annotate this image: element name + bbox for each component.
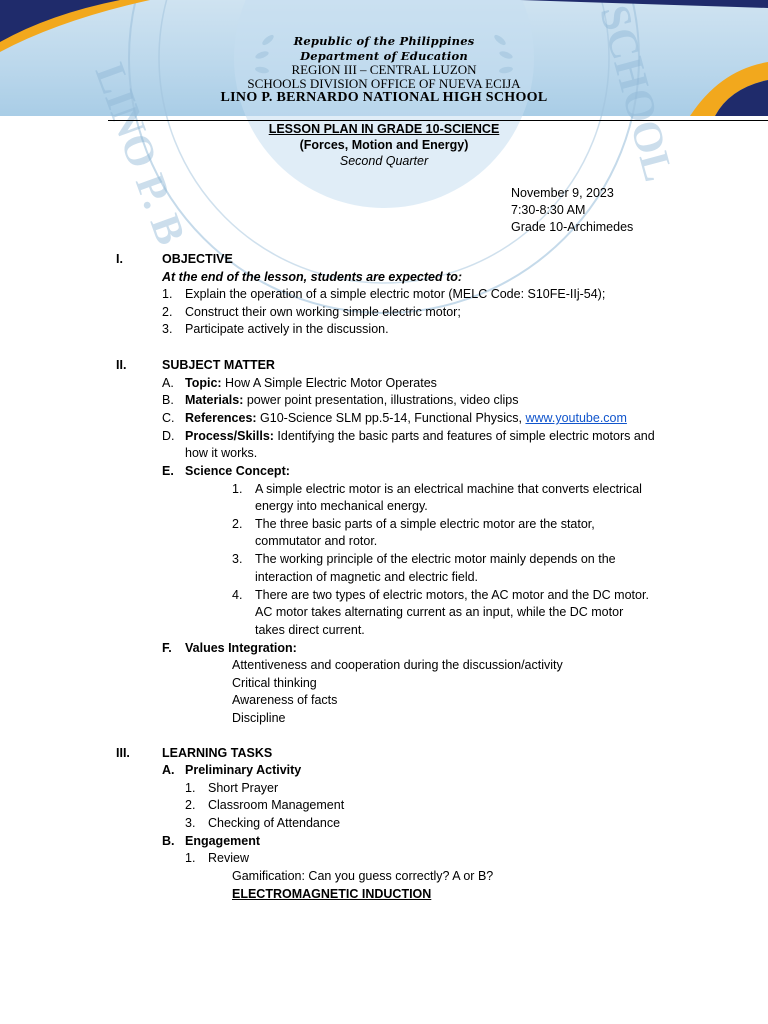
list-letter: A. [162,763,175,777]
section-heading-objective: OBJECTIVE [162,252,233,266]
list-letter: A. [162,376,174,390]
value-item: Critical thinking [232,676,317,690]
concept-line: A simple electric motor is an electrical machine that converts electrical [255,482,642,496]
concept-line: The three basic parts of a simple electric motor are the stator, [255,517,595,531]
materials-label: Materials: [185,393,244,407]
activity-item: Classroom Management [208,798,345,812]
activity-item: Short Prayer [208,781,279,795]
review-item: Review [208,851,249,865]
objective-item: Participate actively in the discussion. [185,322,389,336]
list-letter: B. [162,393,174,407]
list-letter: F. [162,641,172,655]
references-line [185,410,627,427]
section-number: I. [116,252,123,266]
references-value: G10-Science SLM pp.5-14, Functional Physics, [256,411,526,425]
list-number: 1. [162,287,173,301]
process-label: Process/Skills: [185,429,274,443]
concept-line: interaction of magnetic and electric field. [255,570,479,584]
list-number: 2. [185,798,196,812]
list-letter: D. [162,429,175,443]
list-number: 2. [232,517,243,531]
list-number: 1. [185,851,196,865]
section-number: II. [116,358,127,372]
list-letter: B. [162,834,175,848]
objective-intro: At the end of the lesson, students are expected to: [162,270,463,284]
section-number: III. [116,746,130,760]
engagement-label: Engagement [185,834,261,848]
concept-line: energy into mechanical energy. [255,499,428,513]
topic-value: How A Simple Electric Motor Operates [221,376,437,390]
process-line [185,428,655,445]
concept-line: AC motor takes alternating current as an input, while the DC motor [255,605,624,619]
objective-item: Construct their own working simple electric motor; [185,305,461,319]
lesson-time: 7:30-8:30 AM [511,203,586,217]
header-republic: Republic of the Philippines [293,34,475,48]
list-letter: E. [162,464,174,478]
objective-item: Explain the operation of a simple electric motor (MELC Code: S10FE-IIj-54); [185,287,606,301]
references-label: References: [185,411,257,425]
science-concept-label: Science Concept: [185,464,290,478]
process-value: Identifying the basic parts and features of simple electric motors and [273,429,655,443]
values-integration-label: Values Integration: [185,641,297,655]
lesson-date: November 9, 2023 [511,186,614,200]
topic-label: Topic: [185,376,222,390]
value-item: Discipline [232,711,286,725]
concept-line: The working principle of the electric motor mainly depends on the [255,552,616,566]
value-item: Awareness of facts [232,693,338,707]
list-number: 4. [232,588,243,602]
materials-line [185,392,519,409]
lesson-plan-subtitle: (Forces, Motion and Energy) [299,138,469,152]
activity-item: Checking of Attendance [208,816,341,830]
section-heading-learning-tasks: LEARNING TASKS [162,746,273,760]
concept-line: takes direct current. [255,623,365,637]
list-number: 1. [232,482,243,496]
section-heading-subject-matter: SUBJECT MATTER [162,358,275,372]
topic-line [185,375,437,392]
seal-watermark-left: LINO P. B [85,57,194,251]
list-number: 1. [185,781,196,795]
seal-watermark-right: SCHOOL [590,0,682,187]
lesson-plan-title: LESSON PLAN IN GRADE 10-SCIENCE [268,122,500,136]
list-number: 3. [232,552,243,566]
header-division: SCHOOLS DIVISION OFFICE OF NUEVA ECIJA [247,76,521,91]
list-number: 2. [162,305,173,319]
gamification-prompt: Gamification: Can you guess correctly? A or B? [232,869,494,883]
materials-value: power point presentation, illustrations, video clips [243,393,519,407]
engagement-topic: ELECTROMAGNETIC INDUCTION [232,887,432,901]
concept-line: commutator and rotor. [255,534,378,548]
header-department: Department of Education [300,49,468,63]
youtube-link[interactable]: www.youtube.com [525,411,627,425]
list-letter: C. [162,411,175,425]
process-line-continued: how it works. [185,446,258,460]
concept-line: There are two types of electric motors, the AC motor and the DC motor. [255,588,649,602]
header-region: REGION III – CENTRAL LUZON [291,62,477,77]
list-number: 3. [185,816,196,830]
class-section: Grade 10-Archimedes [511,220,634,234]
quarter-label: Second Quarter [339,154,429,168]
list-number: 3. [162,322,173,336]
header-school-name: LINO P. BERNARDO NATIONAL HIGH SCHOOL [220,90,548,105]
value-item: Attentiveness and cooperation during the discussion/activity [232,658,563,672]
preliminary-activity-label: Preliminary Activity [185,763,302,777]
